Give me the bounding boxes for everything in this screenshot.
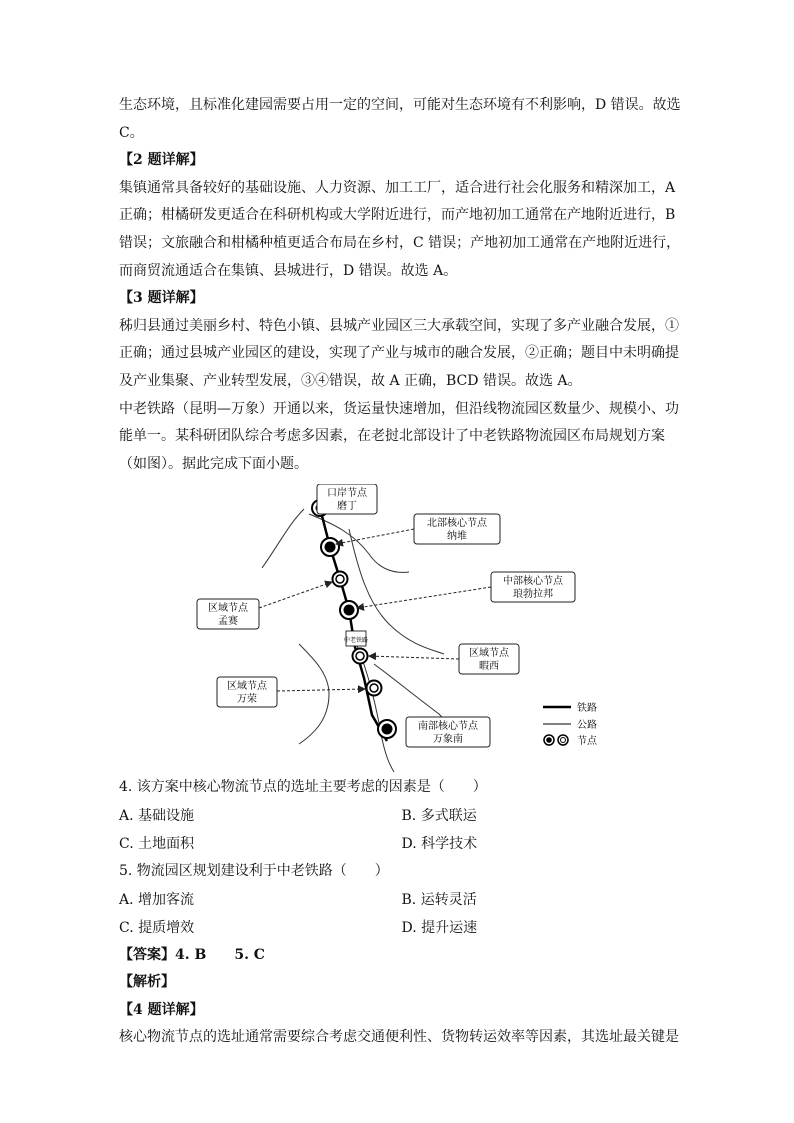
option-row <box>119 914 684 942</box>
paragraph: 及产业集聚、产业转型发展，③④错误，故 A 正确，BCD 错误。故选 A。 <box>119 372 582 389</box>
railway-name-label: 中老铁路 <box>343 637 369 645</box>
option-b[interactable]: B. 运转灵活 <box>401 891 477 908</box>
paragraph: 能单一。某科研团队综合考虑多因素，在老挝北部设计了中老铁路物流园区布局规划方案 <box>119 428 665 445</box>
node-label <box>317 484 377 514</box>
node-label-line2: 暇西 <box>479 661 499 673</box>
node-label-line2: 万荣 <box>237 694 257 706</box>
paragraph: 正确；柑橘研发更适合在科研机构或大学附近进行，而产地初加工通常在产地附近进行，B <box>119 207 676 224</box>
node-label-line1: 北部核心节点 <box>427 518 487 530</box>
node-label-line2: 孟赛 <box>218 616 238 628</box>
paragraph: 错误；文旅融合和柑橘种植更适合布局在乡村，C 错误；产地初加工通常在产地附近进行， <box>119 234 681 251</box>
paragraph: 核心物流节点的选址通常需要综合考虑交通便利性、货物转运效率等因素，其选址最关键是 <box>119 1029 679 1046</box>
option-a[interactable]: A. 增加客流 <box>119 891 195 908</box>
regional-node-icon <box>558 735 568 745</box>
node-label-line1: 区域节点 <box>208 603 248 615</box>
option-a[interactable]: A. 基础设施 <box>119 807 195 824</box>
analysis-heading: 【解析】 <box>119 974 175 991</box>
logistics-map <box>119 484 684 774</box>
core-node-icon <box>544 735 554 745</box>
core-node-icon <box>378 720 396 738</box>
node-label <box>491 572 575 602</box>
regional-node-icon <box>367 681 382 696</box>
legend-node-label: 节点 <box>577 736 597 748</box>
paragraph: 生态环境，且标准化建园需要占用一定的空间，可能对生态环境有不利影响，D 错误。故选 <box>119 97 681 113</box>
node-label <box>414 514 500 544</box>
option-d[interactable]: D. 提升运速 <box>401 919 478 936</box>
section-heading: 【3 题详解】 <box>119 290 204 307</box>
node-label <box>217 677 277 707</box>
core-node-icon <box>340 601 358 619</box>
option-c[interactable]: C. 土地面积 <box>119 835 195 852</box>
option-b[interactable]: B. 多式联运 <box>401 807 477 824</box>
legend-road-label: 公路 <box>577 720 597 732</box>
paragraph: 中老铁路（昆明—万象）开通以来，货运量快速增加，但沿线物流园区数量少、规模小、功 <box>119 400 679 417</box>
answer-line: 【答案】4. B 5. C <box>119 946 265 963</box>
regional-node-icon <box>333 572 348 587</box>
option-row <box>119 886 684 914</box>
option-row <box>119 802 684 830</box>
paragraph: （如图）。据此完成下面小题。 <box>119 455 308 472</box>
option-d[interactable]: D. 科学技术 <box>401 835 478 852</box>
node-label-line2: 磨丁 <box>337 501 357 513</box>
question-stem: 5. 物流园区规划建设利于中老铁路（ ） <box>119 862 389 879</box>
option-row <box>119 830 684 858</box>
paragraph: 集镇通常具备较好的基础设施、人力资源、加工工厂，适合进行社会化服务和精深加工，A <box>119 179 676 196</box>
node-label-line2: 纳堆 <box>447 531 467 543</box>
node-label-line1: 区域节点 <box>227 681 267 693</box>
pointer-arrow <box>357 587 491 608</box>
paragraph: C。 <box>119 124 144 141</box>
legend-rail-label: 铁路 <box>577 703 597 715</box>
pointer-arrow <box>259 582 332 608</box>
node-label-line1: 口岸节点 <box>327 488 367 500</box>
road-line <box>262 509 304 568</box>
node-label-line1: 区域节点 <box>469 648 509 660</box>
pointer-arrow <box>277 689 365 691</box>
pointer-arrow <box>369 656 459 659</box>
paragraph: 正确；通过县城产业园区的建设，实现了产业与城市的融合发展，②正确；题目中未明确提 <box>119 345 679 362</box>
option-c[interactable]: C. 提质增效 <box>119 919 195 936</box>
map-svg <box>119 484 684 774</box>
paragraph: 秭归县通过美丽乡村、特色小镇、县城产业园区三大承载空间，实现了多产业融合发展，① <box>119 317 679 334</box>
node-label-line1: 南部核心节点 <box>418 721 478 733</box>
section-heading: 【2 题详解】 <box>119 152 204 169</box>
node-label-line1: 中部核心节点 <box>503 576 563 588</box>
road-line <box>299 644 329 744</box>
node-label-line2: 琅勃拉邦 <box>513 589 553 601</box>
section-heading: 【4 题详解】 <box>119 1001 204 1018</box>
paragraph: 而商贸流通适合在集镇、县城进行，D 错误。故选 A。 <box>119 262 458 279</box>
regional-node-icon <box>353 649 368 664</box>
question-stem: 4. 该方案中核心物流节点的选址主要考虑的因素是（ ） <box>119 779 487 796</box>
node-label-line2: 万象南 <box>433 734 463 746</box>
map-legend <box>543 701 598 747</box>
node-label <box>406 717 490 747</box>
pointer-arrow <box>336 529 414 544</box>
node-label <box>459 644 519 674</box>
node-label <box>197 599 259 629</box>
document-body <box>119 92 684 1052</box>
core-node-icon <box>321 538 339 556</box>
